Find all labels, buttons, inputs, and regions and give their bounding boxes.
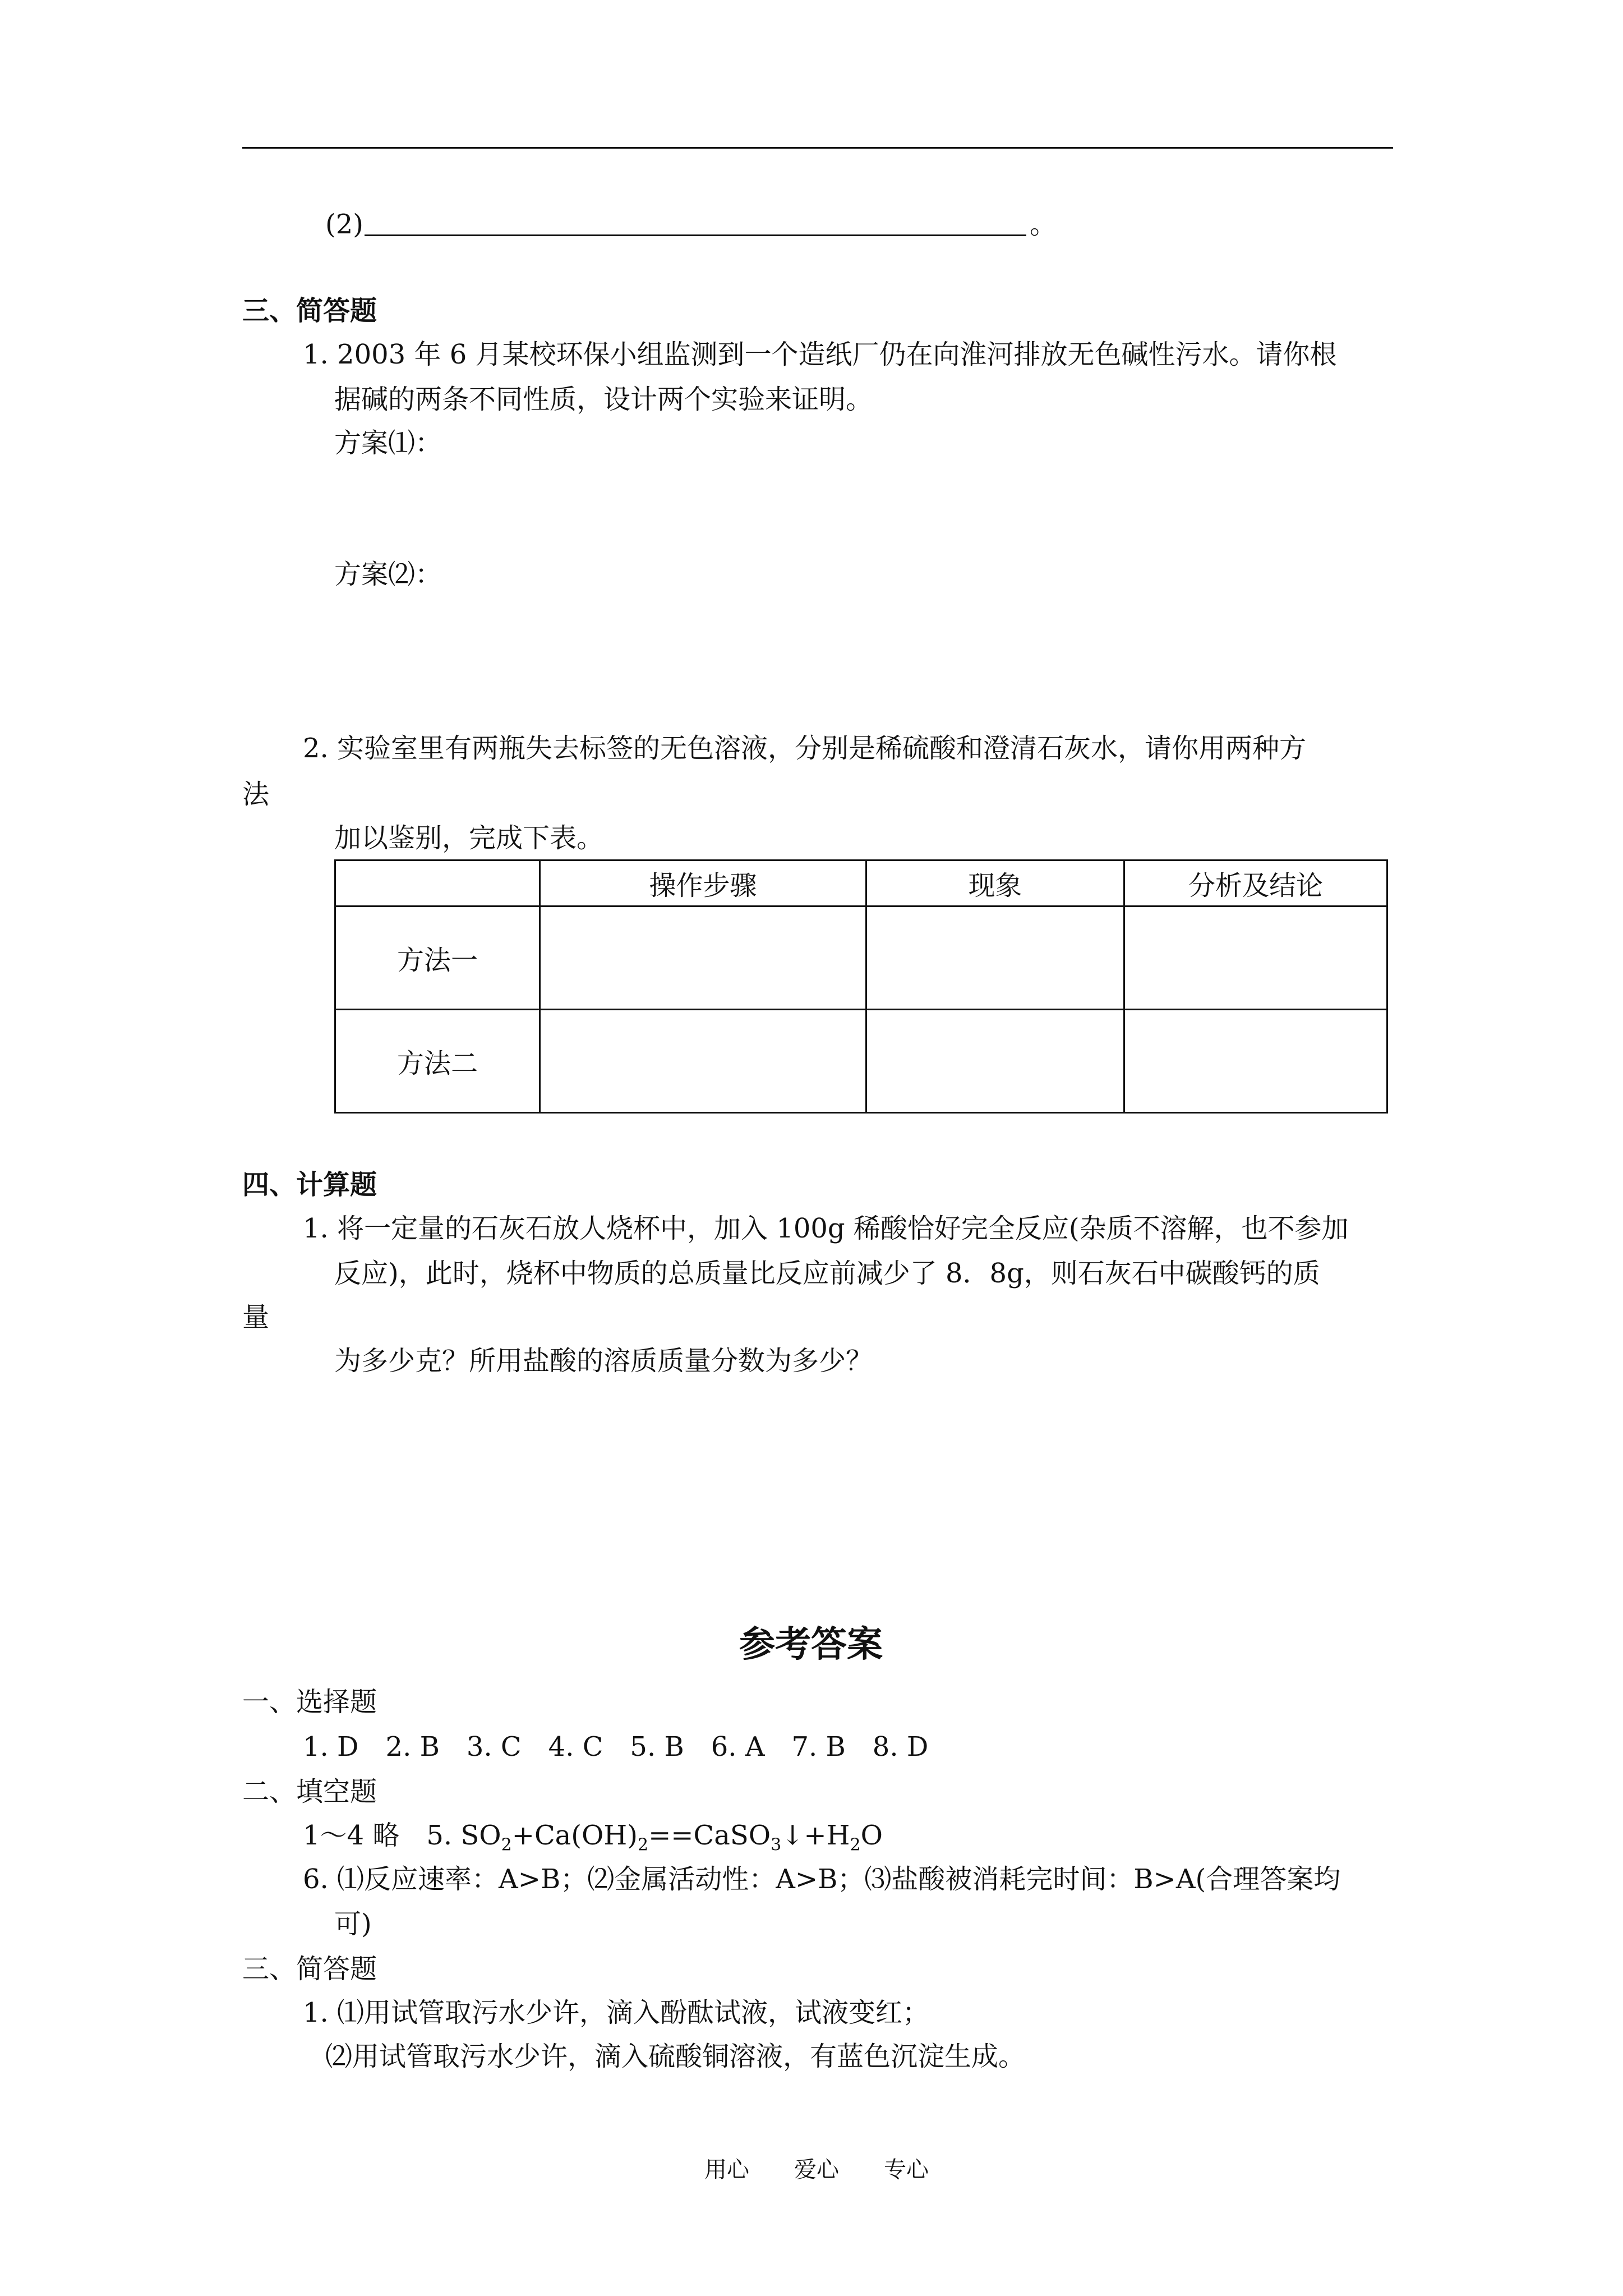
subscript: 2 [637,1835,649,1855]
equation-text: O [860,1820,883,1851]
table-cell [540,1010,866,1113]
blank-item-number: (2) [325,209,363,240]
table-row-label: 方法一 [335,907,540,1010]
section3-q1-line1: 1. 2003 年 6 月某校环保小组监测到一个造纸厂仍在向淮河排放无色碱性污水。请你根 [303,339,1337,370]
answers-s3-line2: ⑵用试管取污水少许，滴入硫酸铜溶液，有蓝色沉淀生成。 [325,2041,1026,2072]
section3-heading: 三、简答题 [242,295,377,326]
answers-s2-heading: 二、填空题 [242,1776,377,1807]
section4-q1-line4: 为多少克？所用盐酸的溶质质量分数为多少？ [334,1345,873,1377]
section3-q2-line3: 加以鉴别，完成下表。 [334,822,604,854]
table-cell [1124,907,1387,1010]
section3-q1-line2: 据碱的两条不同性质，设计两个实验来证明。 [334,384,873,415]
answers-s1-heading: 一、选择题 [242,1686,377,1718]
equation-text: 1～4 略 5. SO [303,1820,501,1851]
section4-heading: 四、计算题 [242,1169,377,1200]
table-header-cell: 现象 [866,861,1124,907]
equation-text: +Ca(OH) [511,1820,638,1851]
table-header-cell: 分析及结论 [1124,861,1387,907]
table-cell [540,907,866,1010]
answers-s3-heading: 三、简答题 [242,1953,377,1985]
section4-q1-line2: 反应)，此时，烧杯中物质的总质量比反应前减少了 8．8g，则石灰石中碳酸钙的质 [334,1258,1320,1289]
equation-text: ↓+H [781,1820,850,1851]
section4-q1-line1: 1. 将一定量的石灰石放人烧杯中，加入 100g 稀酸恰好完全反应(杂质不溶解，也不参加 [303,1213,1349,1244]
table-row-label: 方法二 [335,1010,540,1113]
section3-plan2: 方案⑵： [334,559,442,590]
answers-s1-line: 1. D 2. B 3. C 4. C 5. B 6. A 7. B 8. D [303,1731,929,1763]
equation-text: ==CaSO [648,1820,771,1851]
page-footer: 用心 爱心 专心 [704,2157,929,2183]
section4-q1-line3: 量 [242,1301,270,1333]
identification-table [334,859,1388,1114]
table-row [335,907,1387,1010]
table-cell [866,1010,1124,1113]
table-cell [1124,1010,1387,1113]
section3-q2-line2: 法 [242,779,270,810]
section3-plan1: 方案⑴： [334,427,442,459]
answers-s2-line3: 可) [334,1908,372,1940]
table-cell [866,907,1124,1010]
answers-s2-line2: 6. ⑴反应速率：A>B；⑵金属活动性：A>B；⑶盐酸被消耗完时间：B>A(合理答案均 [303,1864,1341,1895]
answers-title: 参考答案 [739,1623,883,1665]
subscript: 2 [850,1835,861,1855]
section3-q2-line1: 2. 实验室里有两瓶失去标签的无色溶液，分别是稀硫酸和澄清石灰水，请你用两种方 [303,733,1307,764]
table-header-cell: 操作步骤 [540,861,866,907]
subscript: 3 [771,1835,782,1855]
answers-s3-line1: 1. ⑴用试管取污水少许，滴入酚酞试液，试液变红； [303,1997,930,2028]
table-header-cell [335,861,540,907]
table-header-row [335,861,1387,907]
subscript: 2 [501,1835,512,1855]
answer-blank-line [365,234,1026,236]
table-row [335,1010,1387,1113]
blank-item-end: 。 [1030,209,1057,240]
header-rule [242,147,1393,149]
answers-s2-line1 [303,1822,883,1854]
